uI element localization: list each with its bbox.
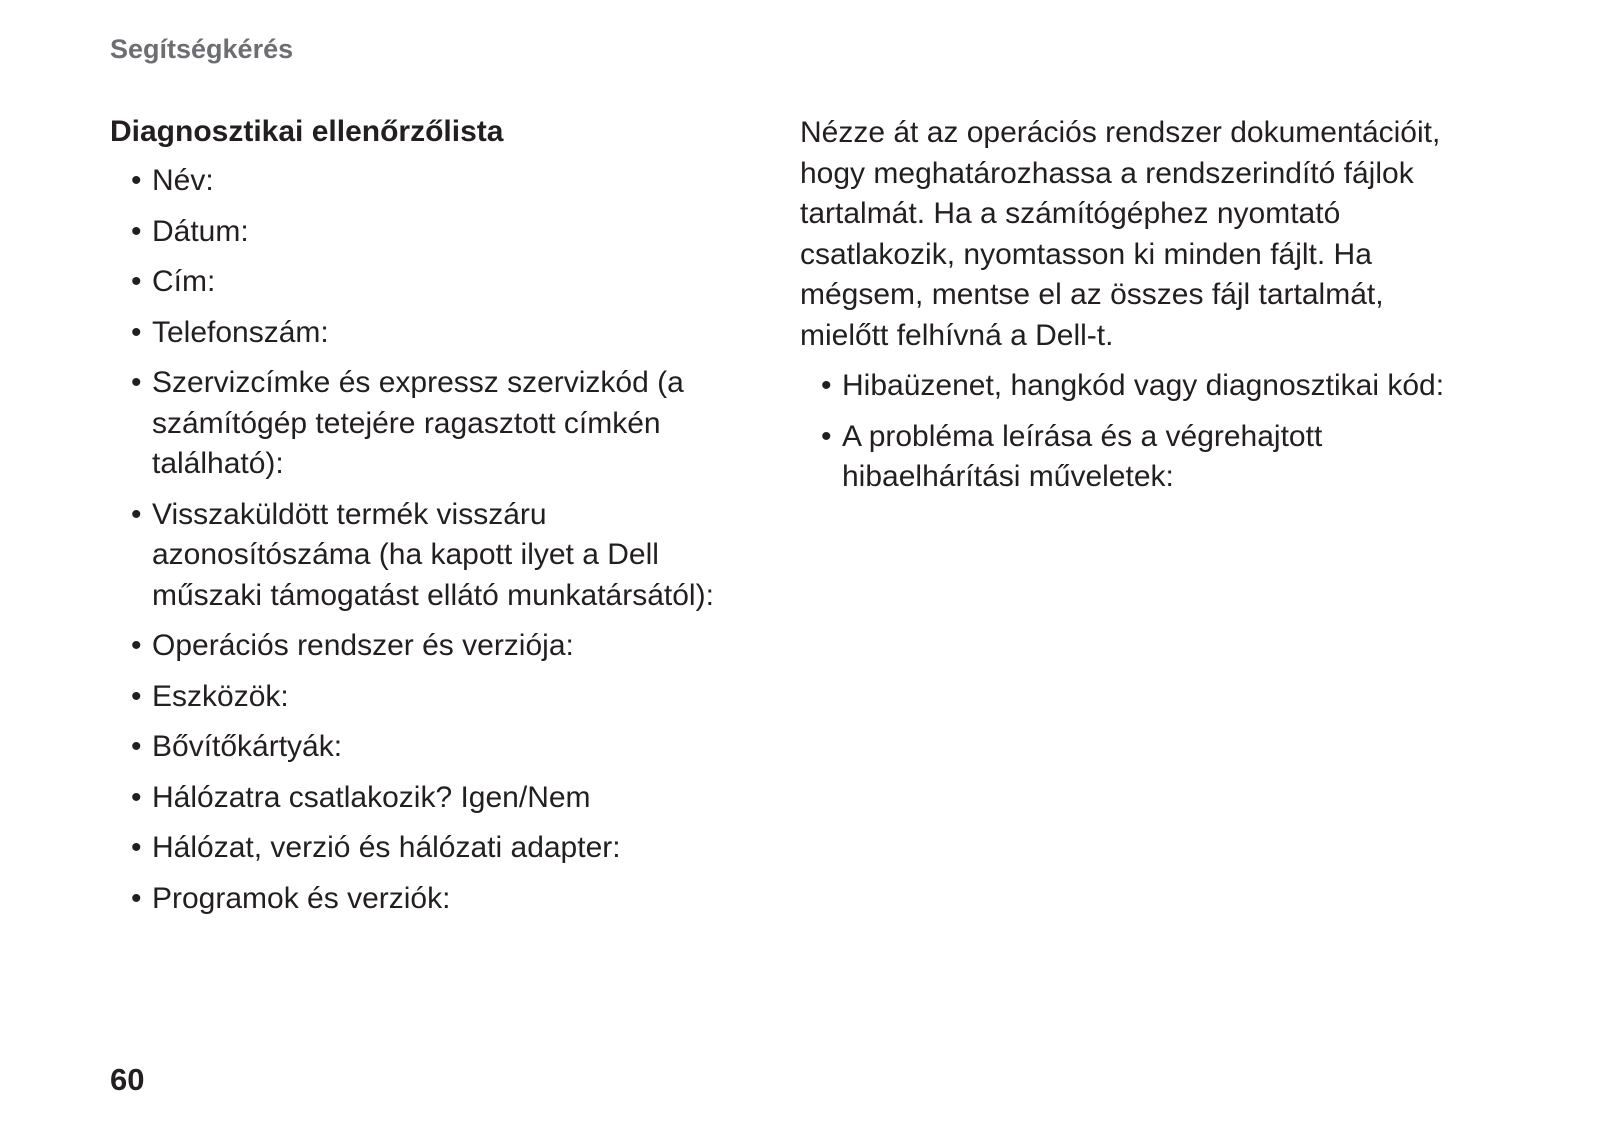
bullet-icon: • (821, 419, 832, 453)
bullet-icon: • (131, 315, 142, 349)
list-item (800, 417, 1480, 498)
checklist-title: Diagnosztikai ellenőrzőlista (110, 115, 504, 148)
bullet-icon: • (131, 831, 142, 864)
bullet-icon: • (131, 214, 142, 248)
list-item-text: Eszközök: (152, 679, 289, 713)
bullet-icon: • (131, 881, 142, 915)
right-column (800, 113, 1480, 508)
list-item (800, 366, 1480, 407)
list-item-text: Operációs rendszer és verziója: (152, 629, 574, 662)
bullet-icon: • (131, 679, 142, 713)
intro-paragraph: Nézze át az operációs rendszer dokumentációit, hogy meghatározhassa a rendszerindító fájlok tartalmát. Ha a számítógéphez nyomtató csatlakozik, nyomtasson ki minden fájlt. Ha mégsem, mentse el az összes fájl tartalmát, mielőtt felhívná a Dell-t. (800, 116, 1441, 352)
problem-list (800, 366, 1480, 498)
list-item (110, 677, 770, 718)
list-item-text: Hálózat, verzió és hálózati adapter: (152, 831, 621, 864)
list-item (110, 161, 770, 202)
bullet-icon: • (131, 629, 142, 662)
list-item-text: Szervizcímke és expressz szervizkód (a számítógép tetejére ragasztott címkén található): (152, 366, 684, 480)
list-item (110, 727, 770, 768)
list-item (110, 363, 770, 485)
page-number: 60 (110, 1062, 145, 1097)
checklist (110, 161, 770, 919)
list-item-text: Dátum: (152, 214, 249, 248)
list-item (110, 212, 770, 253)
running-header: Segítségkérés (110, 34, 294, 64)
list-item-text: Hibaüzenet, hangkód vagy diagnosztikai kód: (842, 369, 1445, 402)
list-item (110, 262, 770, 303)
list-item (110, 313, 770, 354)
list-item-text: Visszaküldött termék visszáru azonosítószáma (ha kapott ilyet a Dell műszaki támogatást ellátó munkatársától): (152, 497, 714, 612)
list-item-text: Hálózatra csatlakozik? Igen/Nem (152, 780, 591, 814)
list-item-text: Bővítőkártyák: (152, 730, 343, 763)
list-item (110, 879, 770, 920)
list-item-text: Telefonszám: (152, 315, 329, 349)
list-item (110, 828, 770, 869)
list-item-text: A probléma leírása és a végrehajtott hibaelhárítási műveletek: (842, 419, 1323, 493)
list-item-text: Név: (152, 164, 214, 197)
bullet-icon: • (131, 497, 142, 531)
bullet-icon: • (821, 369, 832, 402)
bullet-icon: • (131, 164, 142, 197)
list-item (110, 495, 770, 617)
list-item-text: Cím: (152, 265, 216, 298)
list-item-text: Programok és verziók: (152, 881, 451, 915)
list-item (110, 778, 770, 819)
list-item (110, 626, 770, 667)
bullet-icon: • (131, 780, 142, 814)
left-column (110, 113, 770, 929)
bullet-icon: • (131, 730, 142, 763)
bullet-icon: • (131, 265, 142, 298)
bullet-icon: • (131, 366, 142, 399)
